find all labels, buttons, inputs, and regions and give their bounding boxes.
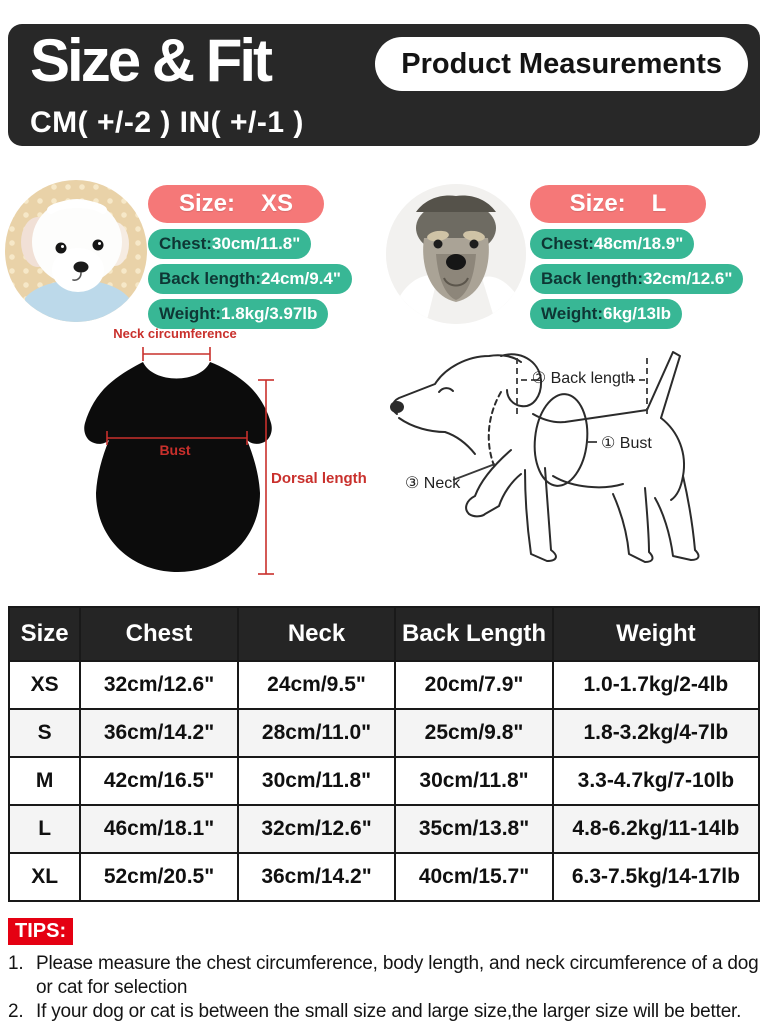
table-cell: 40cm/15.7" — [395, 853, 553, 901]
size-pill — [530, 185, 706, 223]
spec-value: 32cm/12.6" — [643, 269, 733, 288]
table-cell: 42cm/16.5" — [80, 757, 238, 805]
tip-text: Please measure the chest circumference, body length, and neck circumference of a dog or cat for selection — [36, 953, 759, 998]
schnauzer-dog-illustration — [386, 184, 526, 324]
spec-label: Back length: — [541, 269, 644, 288]
header-panel — [8, 24, 760, 146]
table-row-s — [9, 709, 759, 757]
spec-pill-chest — [148, 229, 311, 259]
spec-value: 30cm/11.8" — [211, 234, 301, 253]
col-header-size: Size — [9, 607, 80, 661]
table-cell: 36cm/14.2" — [238, 853, 396, 901]
table-cell: M — [9, 757, 80, 805]
tip-item — [8, 1000, 760, 1024]
spec-label: Weight: — [541, 304, 604, 323]
shirt-dorsal-label: Dorsal length — [271, 470, 367, 487]
size-table — [8, 606, 760, 902]
tip-number: 1. — [8, 953, 24, 974]
table-cell: 36cm/14.2" — [80, 709, 238, 757]
spec-label: Back length: — [159, 269, 262, 288]
size-card-xs — [148, 185, 382, 334]
spec-label: Weight: — [159, 304, 222, 323]
table-cell: XS — [9, 661, 80, 709]
spec-pill-back-length — [148, 264, 352, 294]
table-cell: 35cm/13.8" — [395, 805, 553, 853]
spec-pill-weight — [148, 299, 328, 329]
spec-value: 1.8kg/3.97lb — [221, 304, 318, 323]
dog-measurement-diagram — [383, 328, 765, 604]
tips-heading: TIPS: — [8, 918, 73, 945]
table-cell: 3.3-4.7kg/7-10lb — [553, 757, 759, 805]
table-cell: 52cm/20.5" — [80, 853, 238, 901]
size-label: Size: — [569, 190, 626, 217]
tolerance-note: CM( +/-2 ) IN( +/-1 ) — [30, 106, 304, 139]
page-title: Size & Fit — [30, 27, 271, 94]
table-cell: 4.8-6.2kg/11-14lb — [553, 805, 759, 853]
table-cell: 28cm/11.0" — [238, 709, 396, 757]
table-cell: 20cm/7.9" — [395, 661, 553, 709]
size-value: XS — [261, 190, 294, 217]
bichon-dog-illustration — [5, 180, 147, 322]
table-row-xl — [9, 853, 759, 901]
table-cell: XL — [9, 853, 80, 901]
spec-value: 6kg/13lb — [603, 304, 672, 323]
dog-photo-l — [386, 184, 526, 324]
tip-item — [8, 952, 760, 1000]
spec-value: 48cm/18.9" — [593, 234, 684, 253]
spec-pill-weight — [530, 299, 682, 329]
col-header-back-length: Back Length — [395, 607, 553, 661]
size-card-l — [530, 185, 764, 334]
table-cell: 1.0-1.7kg/2-4lb — [553, 661, 759, 709]
table-cell: 30cm/11.8" — [238, 757, 396, 805]
spec-label: Chest: — [541, 234, 594, 253]
tip-number: 2. — [8, 1000, 24, 1022]
table-cell: 46cm/18.1" — [80, 805, 238, 853]
measurements-badge: Product Measurements — [375, 37, 748, 91]
table-cell: 32cm/12.6" — [238, 805, 396, 853]
table-cell: 6.3-7.5kg/14-17lb — [553, 853, 759, 901]
table-cell: L — [9, 805, 80, 853]
table-cell: 25cm/9.8" — [395, 709, 553, 757]
dog-bust-label: ① Bust — [601, 435, 652, 452]
size-value: L — [651, 190, 667, 217]
spec-pill-chest — [530, 229, 694, 259]
col-header-neck: Neck — [238, 607, 396, 661]
spec-pill-back-length — [530, 264, 743, 294]
table-row-xs — [9, 661, 759, 709]
shirt-neck-label: Neck circumference — [113, 326, 237, 341]
size-pill — [148, 185, 324, 223]
table-cell: 1.8-3.2kg/4-7lb — [553, 709, 759, 757]
col-header-weight: Weight — [553, 607, 759, 661]
dog-photo-xs — [5, 180, 147, 322]
table-cell: 24cm/9.5" — [238, 661, 396, 709]
spec-label: Chest: — [159, 234, 212, 253]
table-row-m — [9, 757, 759, 805]
shirt-silhouette — [55, 332, 385, 604]
col-header-chest: Chest — [80, 607, 238, 661]
tip-text: If your dog or cat is between the small size and large size,the larger size will be better. — [36, 1000, 742, 1022]
table-header-row — [9, 607, 759, 661]
dog-neck-label: ③ Neck — [405, 475, 461, 492]
table-cell: 32cm/12.6" — [80, 661, 238, 709]
tips-section — [8, 918, 760, 1023]
table-cell: 30cm/11.8" — [395, 757, 553, 805]
shirt-measurement-diagram — [55, 326, 385, 604]
dog-back-length-label: ② Back length — [531, 370, 635, 387]
shirt-bust-label: Bust — [159, 442, 191, 458]
spec-value: 24cm/9.4" — [261, 269, 341, 288]
table-cell: S — [9, 709, 80, 757]
size-label: Size: — [178, 190, 235, 217]
table-row-l — [9, 805, 759, 853]
